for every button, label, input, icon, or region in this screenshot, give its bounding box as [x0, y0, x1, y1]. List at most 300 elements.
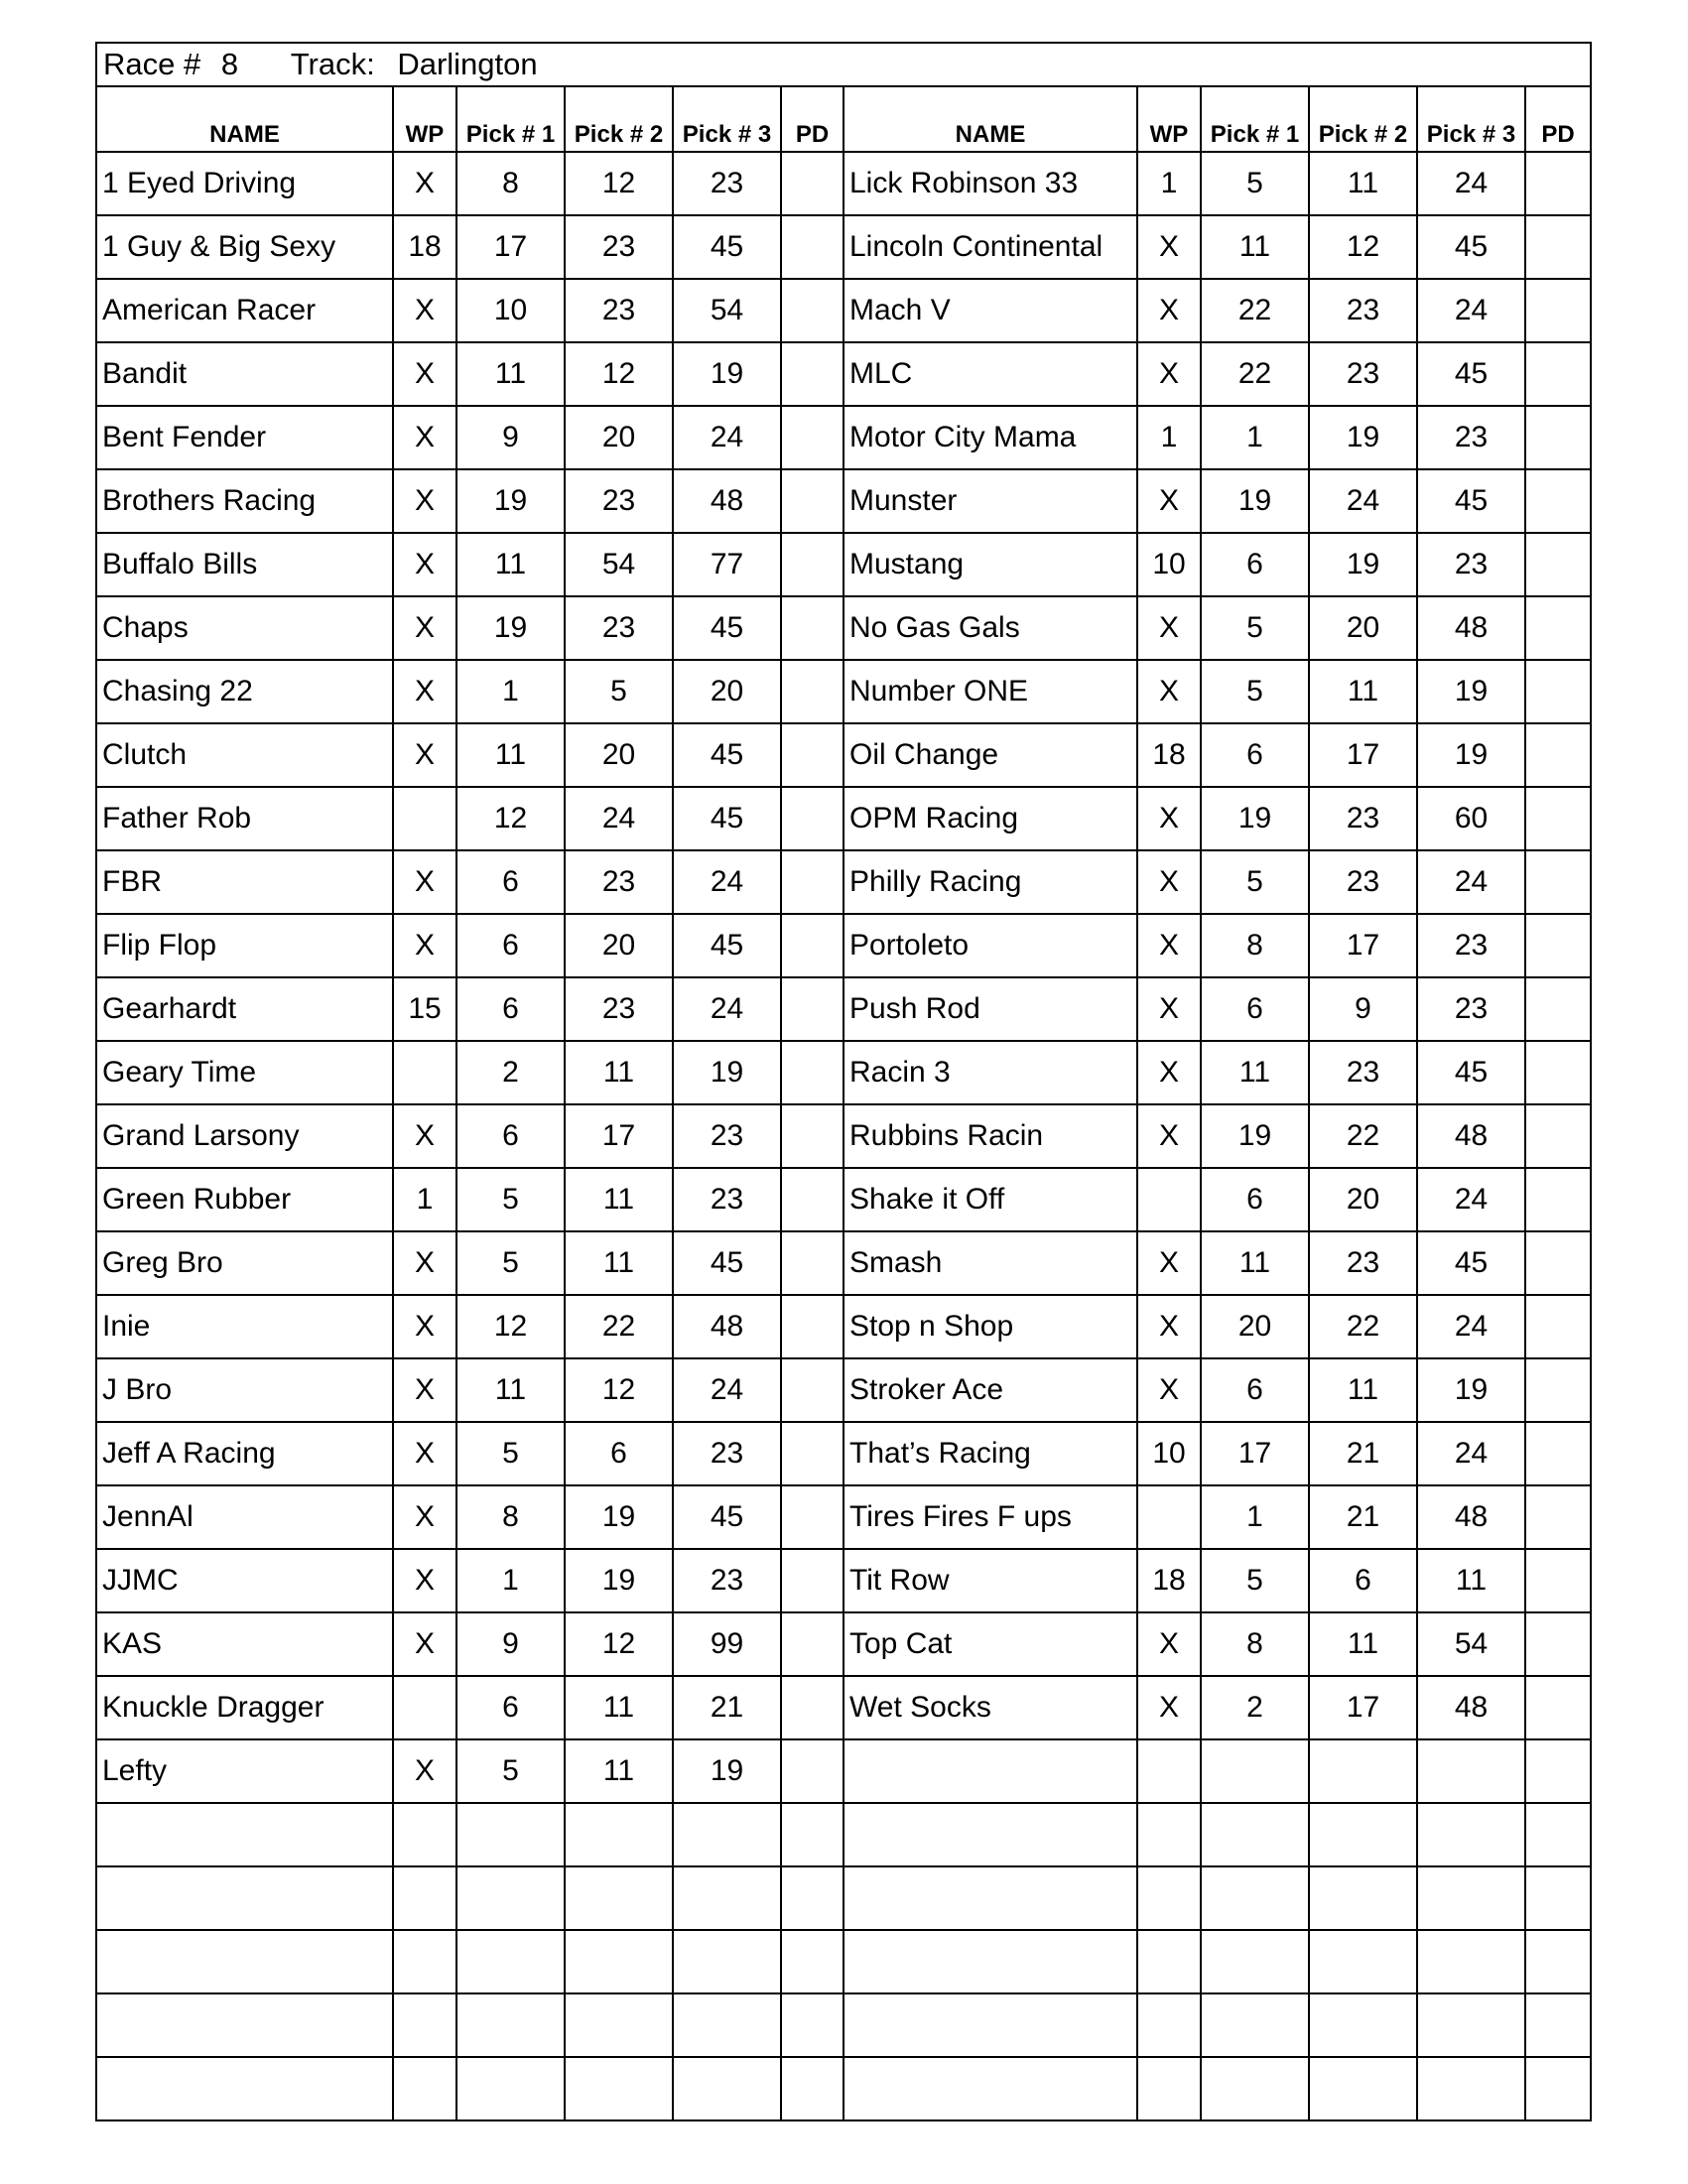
pick2-value: 20: [565, 406, 673, 469]
table-row: [96, 1422, 1591, 1485]
pick1-value: 6: [1201, 977, 1309, 1041]
pick2-value: 12: [565, 152, 673, 215]
pick2-value: 54: [565, 533, 673, 596]
pick3-value: 23: [673, 1422, 781, 1485]
table-row: [96, 660, 1591, 723]
player-name: JJMC: [96, 1549, 393, 1612]
pick1-value: [1201, 1803, 1309, 1866]
wp-value: [393, 1930, 456, 1993]
pick1-value: 1: [1201, 406, 1309, 469]
wp-value: X: [1137, 1676, 1201, 1739]
player-name: Number ONE: [844, 660, 1137, 723]
wp-value: X: [393, 1295, 456, 1358]
table-row: [96, 787, 1591, 850]
pick2-value: [1309, 2057, 1417, 2120]
player-name: [844, 1803, 1137, 1866]
pick2-value: 19: [565, 1549, 673, 1612]
pick1-value: 8: [456, 152, 565, 215]
pick2-value: 19: [565, 1485, 673, 1549]
pick2-value: 17: [1309, 914, 1417, 977]
table-row: [96, 1295, 1591, 1358]
player-name: FBR: [96, 850, 393, 914]
pd-value: [781, 2057, 844, 2120]
pick2-value: 22: [1309, 1104, 1417, 1168]
pick3-value: 23: [1417, 977, 1525, 1041]
pick3-value: 48: [1417, 1485, 1525, 1549]
wp-value: X: [1137, 1104, 1201, 1168]
pick3-value: 54: [673, 279, 781, 342]
pick1-value: 11: [456, 1358, 565, 1422]
wp-value: 18: [1137, 1549, 1201, 1612]
pick2-value: 11: [1309, 660, 1417, 723]
wp-value: 1: [1137, 406, 1201, 469]
player-name: Green Rubber: [96, 1168, 393, 1231]
pick3-value: 45: [1417, 1231, 1525, 1295]
player-name: JennAl: [96, 1485, 393, 1549]
wp-value: [393, 1993, 456, 2057]
player-name: Lick Robinson 33: [844, 152, 1137, 215]
pick3-value: 45: [673, 1231, 781, 1295]
pick1-value: [1201, 2057, 1309, 2120]
pick3-value: [1417, 1803, 1525, 1866]
pick3-value: 77: [673, 533, 781, 596]
pick3-value: [673, 1866, 781, 1930]
pick3-value: 11: [1417, 1549, 1525, 1612]
pd-value: [781, 1168, 844, 1231]
pick3-value: [673, 1993, 781, 2057]
pick2-value: 23: [1309, 1231, 1417, 1295]
pick2-value: 22: [565, 1295, 673, 1358]
pd-value: [1525, 660, 1591, 723]
pick2-value: 24: [565, 787, 673, 850]
table-row: [96, 1041, 1591, 1104]
pick1-value: [456, 1866, 565, 1930]
pick1-value: 19: [456, 596, 565, 660]
player-name: Clutch: [96, 723, 393, 787]
pick3-value: 48: [1417, 596, 1525, 660]
player-name: [844, 2057, 1137, 2120]
table-row: [96, 596, 1591, 660]
pick3-value: 23: [673, 152, 781, 215]
pick3-value: [1417, 1866, 1525, 1930]
col-wp-header: WP: [393, 86, 456, 152]
table-row: [96, 1104, 1591, 1168]
table-row: [96, 1231, 1591, 1295]
player-name: Lefty: [96, 1739, 393, 1803]
pick2-value: 23: [1309, 787, 1417, 850]
table-row: [96, 406, 1591, 469]
pick3-value: [1417, 2057, 1525, 2120]
pd-value: [1525, 406, 1591, 469]
pick3-value: 45: [1417, 215, 1525, 279]
pick3-value: 48: [1417, 1676, 1525, 1739]
table-row: [96, 1549, 1591, 1612]
pick2-value: 23: [1309, 279, 1417, 342]
pd-value: [781, 1930, 844, 1993]
pick1-value: 6: [1201, 533, 1309, 596]
pick1-value: 6: [456, 977, 565, 1041]
pd-value: [781, 977, 844, 1041]
pick1-value: 12: [456, 787, 565, 850]
pick3-value: 24: [1417, 850, 1525, 914]
pick3-value: 19: [673, 1041, 781, 1104]
wp-value: X: [393, 152, 456, 215]
pick1-value: 11: [456, 533, 565, 596]
col-pd-header: PD: [781, 86, 844, 152]
player-name: OPM Racing: [844, 787, 1137, 850]
player-name: Jeff A Racing: [96, 1422, 393, 1485]
pick2-value: 9: [1309, 977, 1417, 1041]
pd-value: [1525, 596, 1591, 660]
pick2-value: 20: [565, 914, 673, 977]
pick2-value: [1309, 1930, 1417, 1993]
pick1-value: 6: [1201, 723, 1309, 787]
wp-value: X: [393, 1612, 456, 1676]
pick3-value: [673, 1803, 781, 1866]
pick3-value: 45: [673, 723, 781, 787]
pick1-value: 6: [1201, 1168, 1309, 1231]
pick2-value: 6: [1309, 1549, 1417, 1612]
pd-value: [781, 279, 844, 342]
pick2-value: 17: [565, 1104, 673, 1168]
pd-value: [781, 1803, 844, 1866]
pick2-value: 20: [1309, 1168, 1417, 1231]
pick3-value: [1417, 1993, 1525, 2057]
column-header-row: [96, 86, 1591, 152]
pick2-value: 6: [565, 1422, 673, 1485]
pick3-value: 45: [1417, 342, 1525, 406]
player-name: Rubbins Racin: [844, 1104, 1137, 1168]
pick3-value: 24: [673, 850, 781, 914]
wp-value: X: [393, 1231, 456, 1295]
pick1-value: 6: [456, 1676, 565, 1739]
pd-value: [1525, 1422, 1591, 1485]
wp-value: X: [393, 1422, 456, 1485]
pd-value: [781, 1866, 844, 1930]
pick3-value: 60: [1417, 787, 1525, 850]
pick2-value: 23: [565, 596, 673, 660]
col-name-header: NAME: [96, 86, 393, 152]
player-name: Racin 3: [844, 1041, 1137, 1104]
pick1-value: 11: [456, 342, 565, 406]
wp-value: X: [1137, 1041, 1201, 1104]
pick3-value: 21: [673, 1676, 781, 1739]
pick1-value: 11: [1201, 1231, 1309, 1295]
pick2-value: 12: [1309, 215, 1417, 279]
pick1-value: [456, 1930, 565, 1993]
pd-value: [1525, 977, 1591, 1041]
wp-value: [393, 2057, 456, 2120]
pick2-value: 21: [1309, 1422, 1417, 1485]
pick2-value: 19: [1309, 533, 1417, 596]
pick1-value: 5: [1201, 596, 1309, 660]
pick3-value: 19: [673, 1739, 781, 1803]
pd-value: [1525, 1803, 1591, 1866]
pick1-value: 6: [456, 850, 565, 914]
col-pd-header: PD: [1525, 86, 1591, 152]
col-pick2-header: Pick # 2: [1309, 86, 1417, 152]
pick3-value: 48: [673, 469, 781, 533]
player-name: Wet Socks: [844, 1676, 1137, 1739]
player-name: Tit Row: [844, 1549, 1137, 1612]
pick2-value: 23: [565, 850, 673, 914]
pd-value: [781, 1358, 844, 1422]
pd-value: [781, 1295, 844, 1358]
pick1-value: [1201, 1866, 1309, 1930]
wp-value: [393, 1803, 456, 1866]
player-name: [844, 1866, 1137, 1930]
pd-value: [1525, 279, 1591, 342]
pick1-value: 1: [1201, 1485, 1309, 1549]
player-name: [96, 1866, 393, 1930]
pick2-value: 11: [565, 1231, 673, 1295]
pick2-value: 24: [1309, 469, 1417, 533]
wp-value: X: [393, 1358, 456, 1422]
player-name: Portoleto: [844, 914, 1137, 977]
wp-value: X: [393, 279, 456, 342]
pd-value: [781, 1549, 844, 1612]
pd-value: [781, 533, 844, 596]
player-name: Stroker Ace: [844, 1358, 1137, 1422]
wp-value: X: [1137, 1358, 1201, 1422]
pick1-value: 11: [1201, 215, 1309, 279]
pick2-value: 23: [565, 215, 673, 279]
pick2-value: 23: [565, 469, 673, 533]
pd-value: [781, 596, 844, 660]
pd-value: [781, 215, 844, 279]
wp-value: X: [393, 596, 456, 660]
pick3-value: 24: [1417, 1295, 1525, 1358]
pd-value: [1525, 1866, 1591, 1930]
table-row: [96, 850, 1591, 914]
wp-value: X: [1137, 1295, 1201, 1358]
player-name: Gearhardt: [96, 977, 393, 1041]
pd-value: [1525, 850, 1591, 914]
pick1-value: 22: [1201, 342, 1309, 406]
pd-value: [781, 1231, 844, 1295]
col-pick2-header: Pick # 2: [565, 86, 673, 152]
pick1-value: 9: [456, 1612, 565, 1676]
player-name: [96, 2057, 393, 2120]
wp-value: X: [393, 1549, 456, 1612]
pick2-value: [1309, 1803, 1417, 1866]
pd-value: [1525, 1549, 1591, 1612]
pick3-value: 45: [673, 1485, 781, 1549]
pick1-value: 20: [1201, 1295, 1309, 1358]
player-name: [96, 1803, 393, 1866]
pick3-value: 23: [673, 1168, 781, 1231]
pd-value: [1525, 1612, 1591, 1676]
pick1-value: 5: [1201, 1549, 1309, 1612]
pick2-value: 12: [565, 342, 673, 406]
player-name: Oil Change: [844, 723, 1137, 787]
player-name: Philly Racing: [844, 850, 1137, 914]
table-row: [96, 1866, 1591, 1930]
pick3-value: 45: [673, 914, 781, 977]
pd-value: [1525, 1104, 1591, 1168]
wp-value: X: [393, 469, 456, 533]
pick1-value: 19: [1201, 787, 1309, 850]
pick3-value: 23: [1417, 533, 1525, 596]
pick2-value: 23: [1309, 342, 1417, 406]
pd-value: [1525, 787, 1591, 850]
player-name: KAS: [96, 1612, 393, 1676]
pick2-value: [565, 1930, 673, 1993]
pick1-value: 5: [456, 1739, 565, 1803]
pick2-value: 12: [565, 1612, 673, 1676]
pick3-value: 99: [673, 1612, 781, 1676]
pick3-value: 24: [673, 1358, 781, 1422]
pick1-value: [456, 1803, 565, 1866]
table-row: [96, 2057, 1591, 2120]
pick3-value: 45: [673, 787, 781, 850]
pick2-value: 11: [565, 1168, 673, 1231]
pd-value: [1525, 723, 1591, 787]
pick1-value: [456, 1993, 565, 2057]
pick1-value: 19: [1201, 1104, 1309, 1168]
pd-value: [1525, 1739, 1591, 1803]
pd-value: [1525, 1231, 1591, 1295]
pick2-value: 17: [1309, 1676, 1417, 1739]
pd-value: [1525, 1041, 1591, 1104]
pick1-value: 5: [456, 1422, 565, 1485]
table-row: [96, 1993, 1591, 2057]
pd-value: [781, 914, 844, 977]
pick1-value: 5: [456, 1231, 565, 1295]
table-row: [96, 469, 1591, 533]
table-row: [96, 723, 1591, 787]
pick3-value: [1417, 1930, 1525, 1993]
player-name: Brothers Racing: [96, 469, 393, 533]
player-name: Inie: [96, 1295, 393, 1358]
player-name: Shake it Off: [844, 1168, 1137, 1231]
player-name: Motor City Mama: [844, 406, 1137, 469]
pd-value: [781, 1104, 844, 1168]
player-name: [96, 1930, 393, 1993]
pick1-value: 9: [456, 406, 565, 469]
pd-value: [1525, 1168, 1591, 1231]
wp-value: [393, 1866, 456, 1930]
wp-value: X: [393, 660, 456, 723]
table-row: [96, 1676, 1591, 1739]
wp-value: [1137, 1993, 1201, 2057]
table-row: [96, 1358, 1591, 1422]
player-name: Stop n Shop: [844, 1295, 1137, 1358]
pick1-value: 8: [1201, 914, 1309, 977]
player-name: Bandit: [96, 342, 393, 406]
wp-value: X: [1137, 977, 1201, 1041]
table-row: [96, 1739, 1591, 1803]
pick1-value: 2: [456, 1041, 565, 1104]
wp-value: 18: [1137, 723, 1201, 787]
player-name: Tires Fires F ups: [844, 1485, 1137, 1549]
col-pick3-header: Pick # 3: [673, 86, 781, 152]
table-row: [96, 977, 1591, 1041]
pick3-value: 23: [673, 1104, 781, 1168]
wp-value: X: [1137, 914, 1201, 977]
wp-value: X: [393, 914, 456, 977]
race-label: Race #: [103, 47, 201, 81]
wp-value: [1137, 2057, 1201, 2120]
player-name: Top Cat: [844, 1612, 1137, 1676]
pick1-value: 5: [456, 1168, 565, 1231]
pick3-value: 23: [1417, 914, 1525, 977]
player-name: [844, 1930, 1137, 1993]
player-name: No Gas Gals: [844, 596, 1137, 660]
wp-value: X: [1137, 469, 1201, 533]
pick2-value: 11: [1309, 1612, 1417, 1676]
pd-value: [781, 342, 844, 406]
pd-value: [781, 469, 844, 533]
player-name: Knuckle Dragger: [96, 1676, 393, 1739]
player-name: [844, 1739, 1137, 1803]
wp-value: 18: [393, 215, 456, 279]
track-label: Track:: [290, 47, 375, 81]
pick1-value: 5: [1201, 152, 1309, 215]
wp-value: X: [393, 342, 456, 406]
pd-value: [781, 1422, 844, 1485]
player-name: Mustang: [844, 533, 1137, 596]
pick1-value: 10: [456, 279, 565, 342]
pd-value: [1525, 2057, 1591, 2120]
wp-value: 10: [1137, 1422, 1201, 1485]
wp-value: X: [1137, 660, 1201, 723]
pick3-value: 24: [673, 977, 781, 1041]
pick1-value: [1201, 1739, 1309, 1803]
player-name: Mach V: [844, 279, 1137, 342]
player-name: Greg Bro: [96, 1231, 393, 1295]
table-row: [96, 1168, 1591, 1231]
player-name: MLC: [844, 342, 1137, 406]
pick2-value: 17: [1309, 723, 1417, 787]
col-pick1-header: Pick # 1: [456, 86, 565, 152]
pick3-value: 24: [673, 406, 781, 469]
pick1-value: 1: [456, 660, 565, 723]
wp-value: X: [393, 723, 456, 787]
pick3-value: 24: [1417, 279, 1525, 342]
pick1-value: 6: [456, 1104, 565, 1168]
pick3-value: 19: [1417, 1358, 1525, 1422]
pick2-value: 11: [565, 1041, 673, 1104]
table-row: [96, 533, 1591, 596]
pick2-value: [565, 1993, 673, 2057]
pick3-value: 24: [1417, 1422, 1525, 1485]
pick1-value: 1: [456, 1549, 565, 1612]
pick2-value: 19: [1309, 406, 1417, 469]
table-row: [96, 1485, 1591, 1549]
table-row: [96, 215, 1591, 279]
pick3-value: [673, 2057, 781, 2120]
pick2-value: 20: [565, 723, 673, 787]
pd-value: [1525, 1295, 1591, 1358]
pick3-value: [1417, 1739, 1525, 1803]
player-name: Grand Larsony: [96, 1104, 393, 1168]
player-name: That’s Racing: [844, 1422, 1137, 1485]
pick1-value: 22: [1201, 279, 1309, 342]
pick3-value: 54: [1417, 1612, 1525, 1676]
wp-value: [393, 1676, 456, 1739]
pick1-value: 5: [1201, 850, 1309, 914]
pick2-value: 23: [1309, 1041, 1417, 1104]
wp-value: [1137, 1866, 1201, 1930]
player-name: 1 Eyed Driving: [96, 152, 393, 215]
pick3-value: 45: [1417, 469, 1525, 533]
wp-value: [1137, 1739, 1201, 1803]
pd-value: [1525, 215, 1591, 279]
pick3-value: 24: [1417, 152, 1525, 215]
pick3-value: 19: [1417, 723, 1525, 787]
pick3-value: 45: [673, 215, 781, 279]
